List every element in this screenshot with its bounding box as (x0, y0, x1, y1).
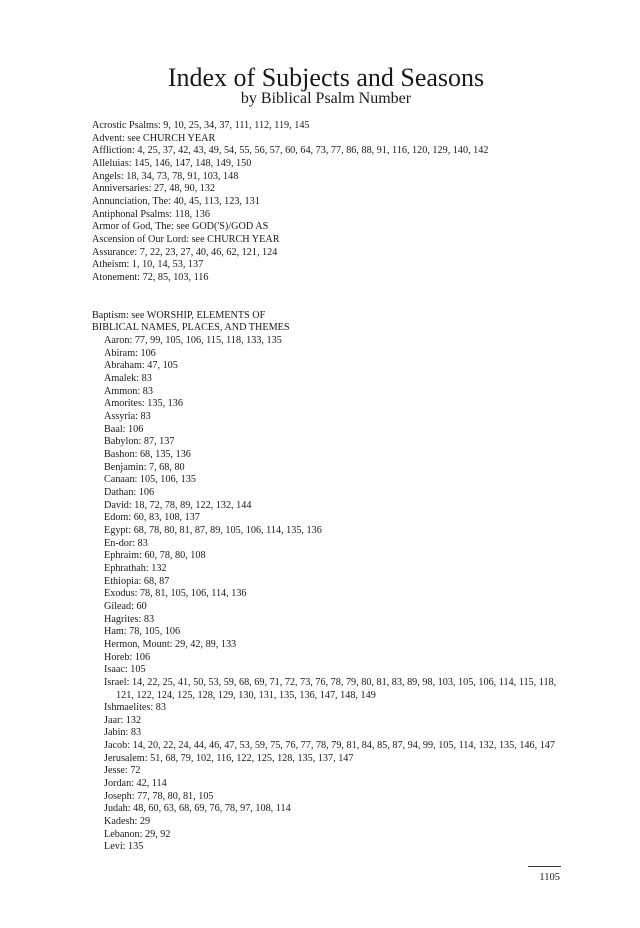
index-entry: Annunciation, The: 40, 45, 113, 123, 131 (92, 195, 260, 207)
index-entry: Atheism: 1, 10, 14, 53, 137 (92, 259, 204, 271)
index-entry: Benjamin: 7, 68, 80 (104, 461, 185, 473)
index-entry: Jordan: 42, 114 (104, 778, 167, 790)
index-entry: Egypt: 68, 78, 80, 81, 87, 89, 105, 106, 114, 135, 136 (104, 524, 322, 536)
index-entry: Acrostic Psalms: 9, 10, 25, 34, 37, 111, 112, 119, 145 (92, 120, 310, 131)
index-entry: Aaron: 77, 99, 105, 106, 115, 118, 133, 135 (104, 335, 282, 347)
index-group-a (92, 120, 562, 285)
index-entry: Jacob: 14, 20, 22, 24, 44, 46, 47, 53, 59, 75, 76, 77, 78, 79, 81, 84, 85, 87, 94, 99, 105, 114, 132, 135, 146, 147 (104, 740, 555, 752)
group-spacer (92, 285, 562, 298)
index-entry: Levi: 135 (104, 841, 144, 853)
index-entry: Canaan: 105, 106, 135 (104, 474, 196, 486)
index-entries (92, 120, 562, 854)
index-entry: Baptism: see WORSHIP, ELEMENTS OF (92, 309, 266, 321)
index-entry: Gilead: 60 (104, 600, 147, 612)
page-subtitle: by Biblical Psalm Number (240, 90, 412, 107)
index-entry: Atonement: 72, 85, 103, 116 (92, 271, 209, 283)
index-entry: Ishmaelites: 83 (104, 702, 166, 714)
index-entry: Jesse: 72 (104, 765, 141, 777)
index-entry: Judah: 48, 60, 63, 68, 69, 76, 78, 97, 108, 114 (104, 803, 291, 815)
index-entry: Ephrathah: 132 (104, 562, 167, 574)
index-entry: Joseph: 77, 78, 80, 81, 105 (104, 790, 214, 802)
index-entry: Assyria: 83 (104, 411, 151, 423)
index-entry: En-dor: 83 (104, 537, 148, 549)
index-entry: Bashon: 68, 135, 136 (104, 449, 191, 461)
index-entry: Jabin: 83 (104, 727, 142, 739)
index-entry: Jaar: 132 (104, 714, 142, 726)
index-entry: Lebanon: 29, 92 (104, 828, 171, 840)
index-entry: Assurance: 7, 22, 23, 27, 40, 46, 62, 121, 124 (92, 246, 278, 258)
index-entry: Armor of God, The: see GOD('S)/GOD AS (92, 221, 269, 233)
index-entry: Ethiopia: 68, 87 (104, 575, 170, 587)
index-entry: Ascension of Our Lord: see CHURCH YEAR (92, 233, 280, 245)
footer-rule (528, 866, 561, 867)
page-number: 1105 (539, 872, 560, 883)
index-entry: Edom: 60, 83, 108, 137 (104, 512, 200, 524)
index-entry: BIBLICAL NAMES, PLACES, AND THEMES (92, 322, 290, 334)
index-entry: Anniversaries: 27, 48, 90, 132 (92, 183, 216, 195)
index-entry: Advent: see CHURCH YEAR (92, 132, 216, 144)
index-entry: Hermon, Mount: 29, 42, 89, 133 (104, 638, 237, 650)
index-entry: Abraham: 47, 105 (104, 360, 178, 372)
index-entry: Horeb: 106 (104, 651, 151, 663)
index-entry: Baal: 106 (104, 423, 144, 435)
index-entry: Dathan: 106 (104, 487, 155, 498)
group-spacer (92, 297, 562, 310)
index-entry: Amalek: 83 (104, 373, 152, 385)
index-entry: Antiphonal Psalms: 118, 136 (92, 208, 210, 220)
index-group-b (92, 310, 562, 335)
index-entry: Jerusalem: 51, 68, 79, 102, 116, 122, 125, 128, 135, 137, 147 (104, 752, 354, 764)
index-entry: Exodus: 78, 81, 105, 106, 114, 136 (104, 588, 247, 600)
index-entry: Hagrites: 83 (104, 613, 155, 625)
index-entry: Kadesh: 29 (104, 816, 151, 828)
biblical-names-list (92, 335, 562, 854)
index-entry: Alleluias: 145, 146, 147, 148, 149, 150 (92, 157, 252, 169)
index-entry: Israel: 14, 22, 25, 41, 50, 53, 59, 68, 69, 71, 72, 73, 76, 78, 79, 80, 81, 83, 89, 98, 103, 105, 106, 114, 115, 118, 121, 122, 124, 125, 128, 129, 130, 131, 135, 136, 147, 148, 149 (104, 676, 557, 701)
index-entry: Abiram: 106 (104, 347, 156, 359)
index-entry: Ephraim: 60, 78, 80, 108 (104, 550, 206, 562)
index-entry: David: 18, 72, 78, 89, 122, 132, 144 (104, 499, 252, 511)
index-entry: Ham: 78, 105, 106 (104, 626, 181, 638)
index-entry: Isaac: 105 (104, 664, 146, 676)
index-entry: Angels: 18, 34, 73, 78, 91, 103, 148 (92, 170, 239, 182)
index-entry: Babylon: 87, 137 (104, 436, 175, 448)
page-title: Index of Subjects and Seasons (167, 63, 485, 92)
index-entry: Affliction: 4, 25, 37, 42, 43, 49, 54, 55, 56, 57, 60, 64, 73, 77, 86, 88, 91, 116, 120, 129, 140, 142 (92, 145, 489, 157)
index-entry: Amorites: 135, 136 (104, 398, 183, 410)
index-entry: Ammon: 83 (104, 385, 153, 397)
